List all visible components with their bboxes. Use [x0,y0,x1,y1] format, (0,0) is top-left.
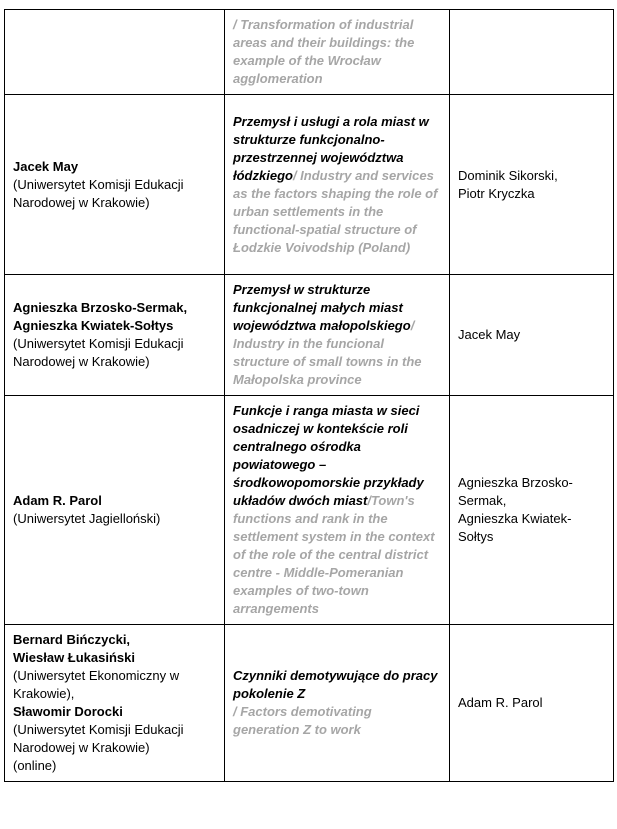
author-name: Adam R. Parol [13,493,102,508]
title-english-translation: / Industry in the funcional structure of small towns in the Małopolska province [233,318,422,387]
discussant-cell [450,95,614,275]
session-title [233,667,441,739]
discussant-name: Dominik Sikorski, [458,167,558,183]
discussant-name: Jacek May [458,327,521,342]
authors-cell [5,396,225,625]
title-cell [225,275,450,396]
author-affiliation: (Uniwersytet Komisji Edukacji Narodowej w Krakowie) [13,336,184,369]
title-cell [225,95,450,275]
conference-program-table [4,9,614,782]
discussant-cell [450,275,614,396]
author-name: Sławomir Dorocki [13,704,123,719]
title-polish: Czynniki demotywujące do pracy pokolenie Z [233,668,438,701]
author-name: Agnieszka Brzosko-Sermak, [13,300,188,315]
discussant-name: Agnieszka Brzosko-Sermak, [458,475,573,508]
author-affiliation: (Uniwersytet Jagielloński) [13,511,161,526]
author-affiliation: (Uniwersytet Komisji Edukacji Narodowej w Krakowie) [13,722,184,755]
author-name: Wiesław Łukasiński [13,650,135,665]
table-row [5,625,614,782]
author-affiliation: (Uniwersytet Ekonomiczny w Krakowie), [13,668,180,701]
authors-cell [5,275,225,396]
title-english-translation: / Transformation of industrial areas and their buildings: the example of the Wrocław agglomeration [233,17,415,86]
session-title [233,113,441,257]
discussant-cell [450,396,614,625]
discussant-cell [450,625,614,782]
author-name: Agnieszka Kwiatek-Sołtys [13,318,174,333]
title-cell [225,10,450,95]
table-row [5,10,614,95]
discussant-name: Adam R. Parol [458,695,543,710]
session-title [233,16,441,88]
title-polish: Przemysł w strukturze funkcjonalnej małych miast województwa małopolskiego [233,282,411,333]
author-affiliation: (Uniwersytet Komisji Edukacji Narodowej w Krakowie) [13,176,184,210]
title-english-translation: / Industry and services as the factors shaping the role of urban settlements in the functional-spatial structure of Łodzkie Voivodship (Poland) [233,167,438,255]
table-row [5,95,614,275]
title-english-translation: /Town's functions and rank in the settlement system in the context of the role of the central district centre - Middle-Pomeranian examples of two-town arrangements [233,493,435,616]
title-polish: Funkcje i ranga miasta w sieci osadniczej w kontekście roli centralnego ośrodka powiatowego – środkowopomorskie przykłady układów dwóch miast [233,403,424,508]
authors-cell [5,625,225,782]
author-name: Bernard Bińczycki, [13,632,131,647]
session-title [233,281,441,389]
authors-cell [5,10,225,95]
title-cell [225,625,450,782]
discussant-name: Piotr Kryczka [458,185,535,201]
title-cell [225,396,450,625]
authors-cell [5,95,225,275]
title-english-translation: / Factors demotivating generation Z to work [233,704,372,737]
author-online-note: (online) [13,758,57,773]
table-row [5,275,614,396]
discussant-name: Agnieszka Kwiatek-Sołtys [458,511,572,544]
title-polish: Przemysł i usługi a rola miast w strukturze funkcjonalno-przestrzennej województwa łódzkiego [233,113,429,183]
author-name: Jacek May [13,158,79,174]
discussant-cell [450,10,614,95]
table-row [5,396,614,625]
session-title [233,402,441,618]
